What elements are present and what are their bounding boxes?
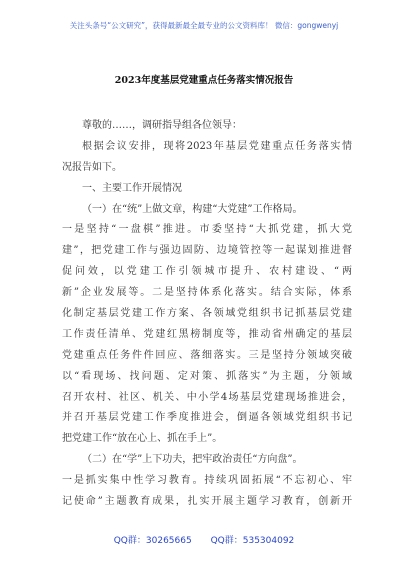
document-title: 2023年度基层党建重点任务落实情况报告 <box>114 75 294 86</box>
footer-contacts <box>0 533 408 546</box>
salutation-line: 尊敬的……，调研指导组各位领导： <box>82 120 242 131</box>
subsection-heading: （二）在“学”上下功夫，把牢政治责任“方向盘”。 <box>82 454 303 466</box>
paragraph-line: 况报告如下。 <box>62 161 122 173</box>
paragraph-line: 新”企业发展等。二是坚持体系化落实。结合实际，体系 <box>62 287 352 299</box>
paragraph-line: 一是坚持“一盘棋”推进。市委坚持“大抓党建，抓大党 <box>62 224 352 236</box>
document-body <box>62 116 352 513</box>
paragraph-line: 召开农村、社区、机关、中小学4场基层党建现场推进会， <box>62 391 352 403</box>
paragraph-line: 化制定基层党建工作方案、各领域党组织书记抓基层党建 <box>62 308 352 320</box>
top-notice: 关注头条号“公文研究”，获得最新最全最专业的公文资料库！ 微信：gongwenyj <box>69 21 339 30</box>
paragraph-line: 党建重点任务件件回应、落细落实。三是坚持分领域突破 <box>62 349 352 361</box>
paragraph-line: 建”，把党建工作与强边固防、边境管控等一起谋划推进督 <box>62 245 352 257</box>
subsection-heading: （一）在“统”上做文章，构建“大党建”工作格局。 <box>82 203 303 215</box>
paragraph-line: 根据会议安排，现将2023年基层党建重点任务落实情 <box>82 140 352 152</box>
paragraph-line: 工作责任清单、党建红黑榜制度等，推动省州确定的基层 <box>62 328 352 340</box>
paragraph-line: 一是抓实集中性学习教育。持续巩固拓展“不忘初心、牢 <box>62 475 352 487</box>
qq-group-1: QQ群：30265665 <box>113 536 192 546</box>
paragraph-line: 记使命”主题教育成果，扎实开展主题学习教育，创新开 <box>62 496 352 508</box>
qq-group-2: QQ群：535304092 <box>210 536 295 546</box>
paragraph-line: 并召开基层党建工作季度推进会，倒逼各领域党组织书记 <box>62 412 352 424</box>
paragraph-line: 促问效，以党建工作引领城市提升、农村建设、“两 <box>62 266 352 278</box>
section-heading: 一、主要工作开展情况 <box>82 182 182 194</box>
paragraph-line: 把党建工作“放在心上、抓在手上”。 <box>62 433 223 445</box>
paragraph-line: 以“看现场、找问题、定对策、抓落实”为主题，分领域 <box>62 370 352 382</box>
